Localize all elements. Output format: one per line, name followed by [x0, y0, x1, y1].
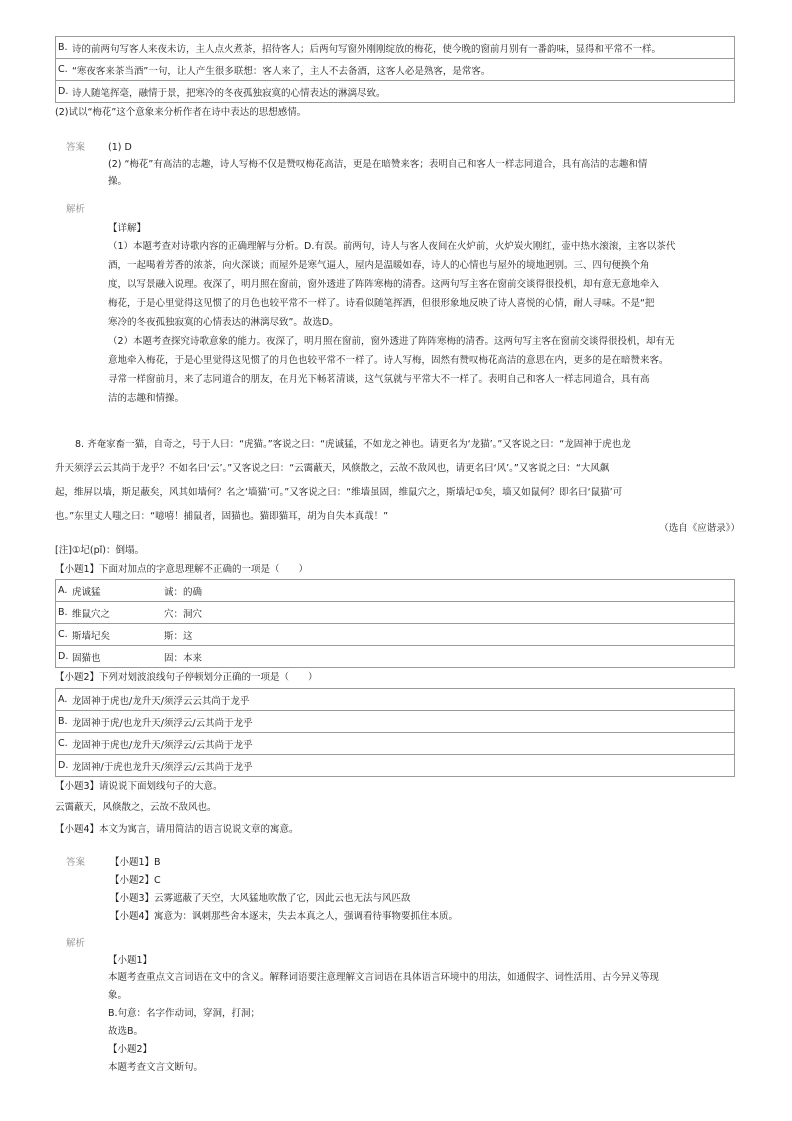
analysis-line: 本题考查文言文断句。 — [108, 1062, 204, 1073]
answer-line: 【小题1】B — [110, 857, 161, 868]
analysis-line: 【小题2】 — [108, 1044, 153, 1055]
option-letter: B. — [58, 716, 68, 727]
option-text: 龙固神于虎也/龙升天/须浮云云其尚于龙乎 — [72, 695, 250, 707]
option-text: 诗人随笔挥毫，融情于景，把寒冷的冬夜孤独寂寞的心情表达的淋漓尽致。 — [72, 87, 386, 99]
option-text: “寒夜客来茶当酒”一句，让人产生很多联想：客人来了，主人不去备酒，这客人必是熟客，是常客。 — [72, 65, 491, 77]
option-text: 龙固神于虎也/龙升天/须浮云/云其尚于龙乎 — [72, 739, 253, 751]
analysis-line: 寻常一样窗前月，来了志同道合的朋友，在月光下畅茗清谈，这气氛就与平常大不一样了。表明自己和客人一样志同道合，具有高 — [108, 374, 650, 385]
analysis-label: 解析 — [66, 938, 86, 949]
option-text: 诗的前两句写客人来夜未访，主人点火煮茶，招待客人；后两句写窗外刚刚绽放的梅花，使今晚的窗前月别有一番韵味，显得和平常不一样。 — [72, 43, 662, 55]
option-letter: B. — [58, 607, 68, 618]
analysis-label: 解析 — [66, 204, 86, 215]
sub1-option-a[interactable] — [55, 579, 735, 601]
passage-line: 也。”东里丈人嗤之曰：“噫嘻！捕鼠者，固猫也。猫即猫耳，胡为自失本真哉！” — [55, 511, 389, 522]
option-letter: C. — [58, 738, 68, 749]
sub1-option-b[interactable] — [55, 601, 735, 623]
sub3-prompt: 【小题3】请说说下面划线句子的大意。 — [55, 781, 223, 792]
sub2-options-table — [55, 688, 735, 777]
option-word: 固猫也 — [72, 652, 101, 664]
answer-line: (2) “梅花”有高洁的志趣，诗人写梅不仅是赞叹梅花高洁，更是在暗赞来客；表明自己和客人一样志同道合，具有高洁的志趣和情 — [108, 159, 648, 170]
option-meaning: 穴：洞穴 — [164, 608, 203, 620]
answer-line: 【小题2】C — [110, 875, 161, 886]
analysis-line: 象。 — [108, 990, 128, 1001]
answer-label: 答案 — [66, 857, 86, 868]
option-meaning: 诚：的确 — [164, 586, 203, 598]
analysis-line: 洁的志趣和情操。 — [108, 393, 185, 404]
passage-line: 起，维屏以墙，斯足蔽矣，风其如墙何？名之‘墙猫’可。”又客说之曰：“维墙虽固，维鼠穴之，斯墙圮①矣，墙又如鼠何？即名曰‘鼠猫’可 — [55, 487, 623, 498]
top-options-table — [55, 36, 735, 103]
option-letter: D. — [58, 651, 69, 662]
analysis-line: 意地牵入梅花，于是心里觉得这见惯了的月色也较平常不一样了。诗人写梅，固然有赞叹梅花高洁的意思在内，更多的是在暗赞来客。 — [108, 355, 669, 366]
option-row-b — [55, 36, 735, 58]
analysis-line: 【小题1】 — [108, 955, 153, 966]
analysis-line: 度，以写景融入说理。夜深了，明月照在窗前，窗外透进了阵阵寒梅的清香。这两句写主客在窗前交谈得很投机，却有意无意地牵入 — [108, 279, 660, 290]
option-text: 龙固神/于虎也龙升天/须浮云/云其尚于龙乎 — [72, 761, 253, 773]
sub1-option-c[interactable] — [55, 623, 735, 645]
passage — [55, 433, 745, 529]
sub2-option-c[interactable] — [55, 732, 735, 754]
option-word: 虎诚猛 — [72, 586, 101, 598]
analysis-line: 梅花，于是心里觉得这见惯了的月色也较平常不一样了。诗看似随笔挥洒，但很形象地反映了诗人喜悦的心情，耐人寻味。不是“把 — [108, 298, 655, 309]
analysis-line: B.句意：名字作动词，穿洞，打洞； — [108, 1008, 261, 1019]
analysis-header: 【详解】 — [108, 223, 147, 234]
answer-line: 【小题4】寓意为：讽刺那些舍本逐末，失去本真之人，强调看待事物要抓住本质。 — [110, 911, 459, 922]
option-word: 维鼠穴之 — [72, 608, 111, 620]
sub2-prompt: 【小题2】下列对划波浪线句子停顿划分正确的一项是（ ） — [55, 672, 318, 683]
sub1-option-d[interactable] — [55, 645, 735, 668]
answer-line: (1) D — [108, 142, 132, 153]
sub2-option-a[interactable] — [55, 688, 735, 710]
passage-line: 升天须浮云云其尚于龙乎？不如名曰‘云’。”又客说之曰：“云霭蔽天，风倏散之，云故不敌风也，请更名曰‘风’。”又客说之曰：“大风飙 — [55, 463, 610, 474]
analysis-line: 酒，一起喝着芳香的浓茶，向火深谈；而屋外是寒气逼人，屋内是温暖如春，诗人的心情也与屋外的境地迥别。三、四句便换个角 — [108, 260, 650, 271]
option-word: 斯墙圮矣 — [72, 630, 111, 642]
passage-source: （选自《应谐录》） — [659, 523, 740, 534]
answer-line: 【小题3】云雾遮蔽了天空，大风猛地吹散了它，因此云也无法与风匹敌 — [110, 893, 411, 904]
passage-line: 8. 齐奄家畜一猫，自奇之，号于人曰：“虎猫。”客说之曰：“虎诚猛，不如龙之神也。请更名为‘龙猫’。”又客说之曰：“龙固神于虎也龙 — [75, 439, 631, 450]
analysis-line: 故选B。 — [108, 1026, 144, 1037]
sub2-option-b[interactable] — [55, 710, 735, 732]
answer-line: 操。 — [108, 176, 128, 187]
option-meaning: 固：本来 — [164, 652, 203, 664]
option-letter: C. — [58, 629, 68, 640]
option-text: 龙固神于虎/也龙升天/须浮云/云其尚于龙乎 — [72, 717, 253, 729]
analysis-line: 寒冷的冬夜孤独寂寞的心情表达的淋漓尽致”。故选D。 — [108, 317, 339, 328]
option-letter: A. — [58, 694, 68, 705]
analysis-line: 本题考查重点文言词语在文中的含义。解释词语要注意理解文言词语在具体语言环境中的用法，如通假字、词性活用、古今异义等现 — [108, 972, 660, 983]
sub2-option-d[interactable] — [55, 754, 735, 777]
option-letter: D. — [58, 86, 69, 97]
option-meaning: 斯：这 — [164, 630, 193, 642]
option-row-c — [55, 58, 735, 80]
option-letter: C. — [58, 64, 68, 75]
option-letter: D. — [58, 760, 69, 771]
sub4-prompt: 【小题4】本文为寓言，请用简洁的语言说说文章的寓意。 — [55, 824, 299, 835]
sub1-options-table — [55, 579, 735, 668]
option-letter: A. — [58, 585, 68, 596]
sub1-prompt: 【小题1】下面对加点的字意思理解不正确的一项是（ ） — [55, 564, 309, 575]
passage-note: [注]①圮(pǐ)：倒塌。 — [55, 545, 145, 556]
option-row-d — [55, 80, 735, 103]
option-letter: B. — [58, 42, 68, 53]
sub3-sentence: 云霭蔽天，风倏散之，云故不敌风也。 — [55, 802, 217, 813]
question-2-prompt: (2)试以“梅花”这个意象来分析作者在诗中表达的思想感情。 — [55, 107, 307, 118]
analysis-line: （2）本题考查探究诗歌意象的能力。夜深了，明月照在窗前，窗外透进了阵阵寒梅的清香。这两句写主客在窗前交谈得很投机，却有无 — [108, 336, 675, 347]
answer-label: 答案 — [66, 142, 86, 153]
analysis-body — [108, 237, 728, 408]
analysis-line: （1）本题考查对诗歌内容的正确理解与分析。D.有误。前两句，诗人与客人夜间在火炉前，火炉炭火刚红，壶中热水滚滚，主客以茶代 — [108, 241, 676, 252]
